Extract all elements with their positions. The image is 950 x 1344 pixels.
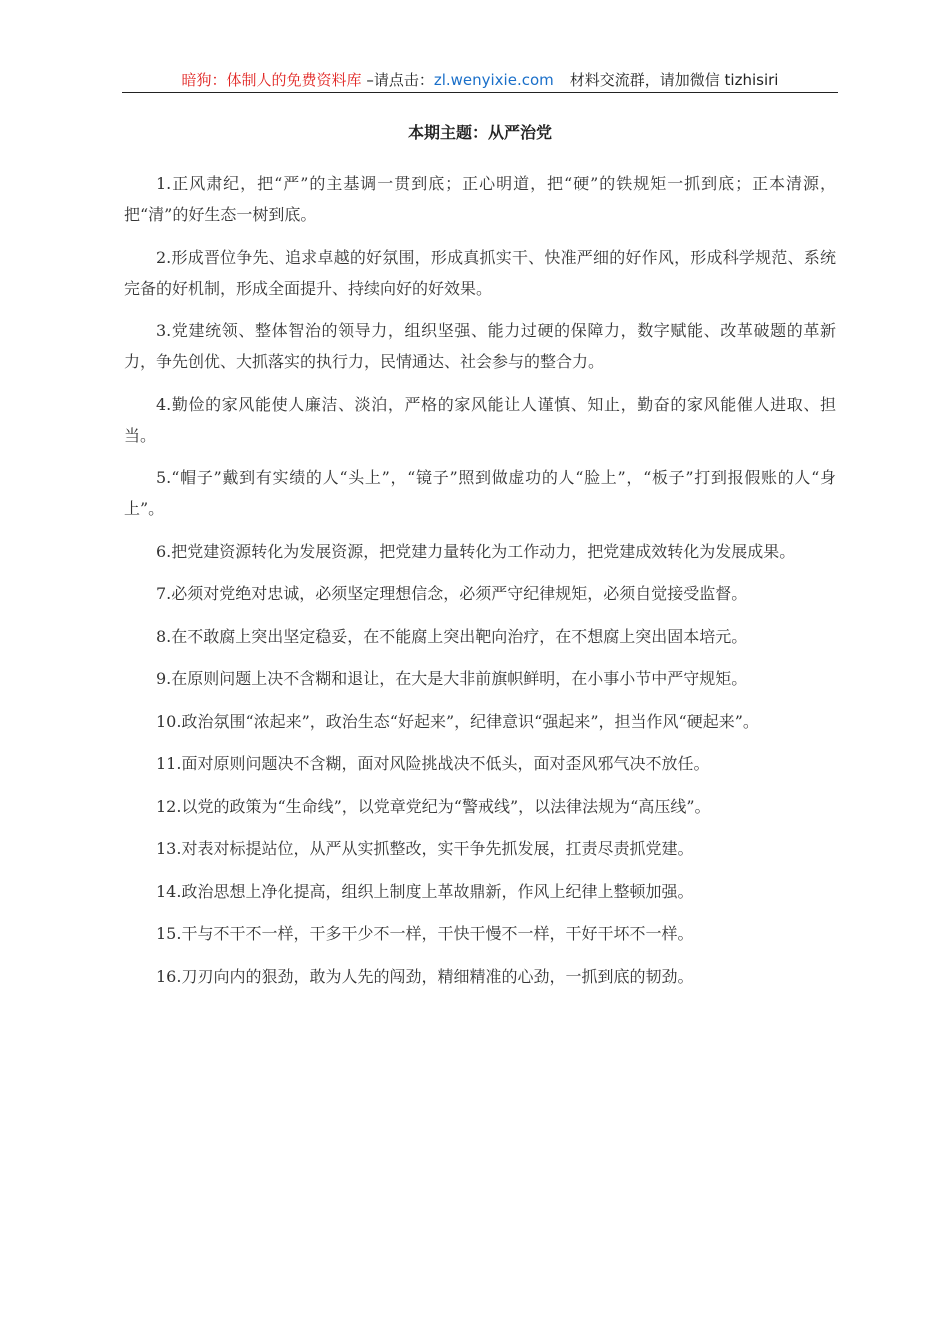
page-header [122, 70, 838, 93]
site-link[interactable]: zl.wenyixie.com [433, 71, 554, 89]
document-body [124, 168, 836, 1003]
list-item: 16.刀刃向内的狠劲，敢为人先的闯劲，精细精准的心劲，一抓到底的韧劲。 [156, 966, 694, 986]
list-item: 9.在原则问题上决不含糊和退让，在大是大非前旗帜鲜明，在小事小节中严守规矩。 [156, 669, 748, 688]
list-item: 6.把党建资源转化为发展资源，把党建力量转化为工作动力，把党建成效转化为发展成果。 [156, 541, 796, 561]
list-item: 7.必须对党绝对忠诚，必须坚定理想信念，必须严守纪律规矩，必须自觉接受监督。 [156, 584, 748, 603]
page-title: 本期主题：从严治党 [407, 123, 552, 142]
list-item: 5.“帽子”戴到有实绩的人“头上”，“镜子”照到做虚功的人“脸上”，“板子”打到报假账的人“身上”。 [124, 468, 836, 518]
list-item: 12.以党的政策为“生命线”，以党章党纪为“警戒线”，以法律法规为“高压线”。 [156, 796, 711, 816]
list-item: 10.政治氛围“浓起来”，政治生态“好起来”，纪律意识“强起来”，担当作风“硬起来”。 [156, 711, 759, 731]
list-item: 13.对表对标提站位，从严从实抓整改，实干争先抓发展，扛责尽责抓党建。 [156, 839, 694, 858]
list-item: 14.政治思想上净化提高，组织上制度上革故鼎新，作风上纪律上整顿加强。 [156, 881, 694, 901]
list-item: 8.在不敢腐上突出坚定稳妥，在不能腐上突出靶向治疗，在不想腐上突出固本培元。 [156, 626, 748, 646]
wechat-note: 材料交流群，请加微信 tizhisiri [569, 71, 779, 89]
list-item: 3.党建统领、整体智治的领导力，组织坚强、能力过硬的保障力，数字赋能、改革破题的革新力，争先创优、大抓落实的执行力，民情通达、社会参与的整合力。 [124, 321, 836, 371]
click-prompt: –请点击： [361, 71, 434, 89]
list-item: 1.正风肃纪，把“严”的主基调一贯到底；正心明道，把“硬”的铁规矩一抓到底；正本清源，把“清”的好生态一树到底。 [124, 174, 836, 224]
list-item: 11.面对原则问题决不含糊，面对风险挑战决不低头，面对歪风邪气决不放任。 [156, 754, 710, 773]
brand-label: 暗狗：体制人的免费资料库 [181, 71, 362, 89]
list-item: 15.干与不干不一样，干多干少不一样，干快干慢不一样，干好干坏不一样。 [156, 924, 694, 943]
list-item: 2.形成晋位争先、追求卓越的好氛围，形成真抓实干、快准严细的好作风，形成科学规范、系统完备的好机制，形成全面提升、持续向好的好效果。 [124, 247, 836, 298]
list-item: 4.勤俭的家风能使人廉洁、淡泊，严格的家风能让人谨慎、知止，勤奋的家风能催人进取、担当。 [124, 394, 836, 445]
